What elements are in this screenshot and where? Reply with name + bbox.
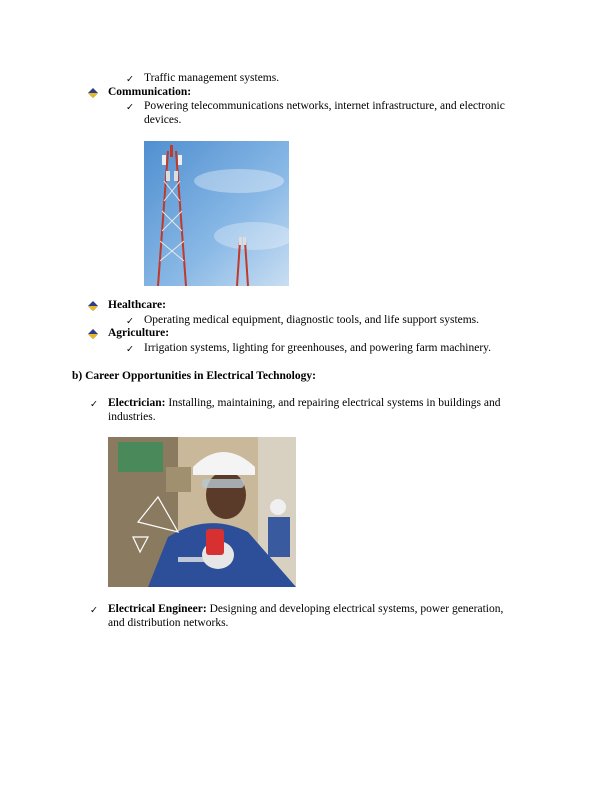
telecom-tower-image: [144, 141, 289, 286]
check-icon: ✓: [126, 74, 134, 85]
career-title: Electrician:: [108, 397, 166, 409]
career-engineer: [108, 603, 503, 616]
career-electrician: [108, 397, 501, 410]
electrician-image: [108, 437, 296, 587]
career-engineer-line2: and distribution networks.: [108, 617, 229, 629]
arrow-bullet-icon: [88, 88, 98, 98]
section-heading-agriculture: Agriculture:: [108, 327, 170, 339]
arrow-bullet-icon: [88, 301, 98, 311]
list-item-agriculture: Irrigation systems, lighting for greenhouses, and powering farm machinery.: [144, 342, 492, 354]
check-icon: ✓: [126, 344, 134, 355]
check-icon: ✓: [90, 605, 98, 616]
list-item-communication-line2: devices.: [144, 114, 182, 126]
list-item-traffic: Traffic management systems.: [144, 72, 280, 84]
career-description: Designing and developing electrical systems, power generation,: [206, 603, 504, 615]
check-icon: ✓: [90, 399, 98, 410]
check-icon: ✓: [126, 316, 134, 327]
section-heading-healthcare: Healthcare:: [108, 299, 166, 311]
career-description: Installing, maintaining, and repairing electrical systems in buildings and: [165, 397, 501, 409]
career-title: Electrical Engineer:: [108, 603, 207, 615]
check-icon: ✓: [126, 102, 134, 113]
career-electrician-line2: industries.: [108, 411, 156, 423]
section-heading-communication: Communication:: [108, 86, 192, 98]
list-item-communication-line1: Powering telecommunications networks, internet infrastructure, and electronic: [144, 100, 505, 112]
section-heading-careers: b) Career Opportunities in Electrical Technology:: [72, 370, 316, 382]
arrow-bullet-icon: [88, 329, 98, 339]
list-item-healthcare: Operating medical equipment, diagnostic tools, and life support systems.: [144, 314, 480, 326]
